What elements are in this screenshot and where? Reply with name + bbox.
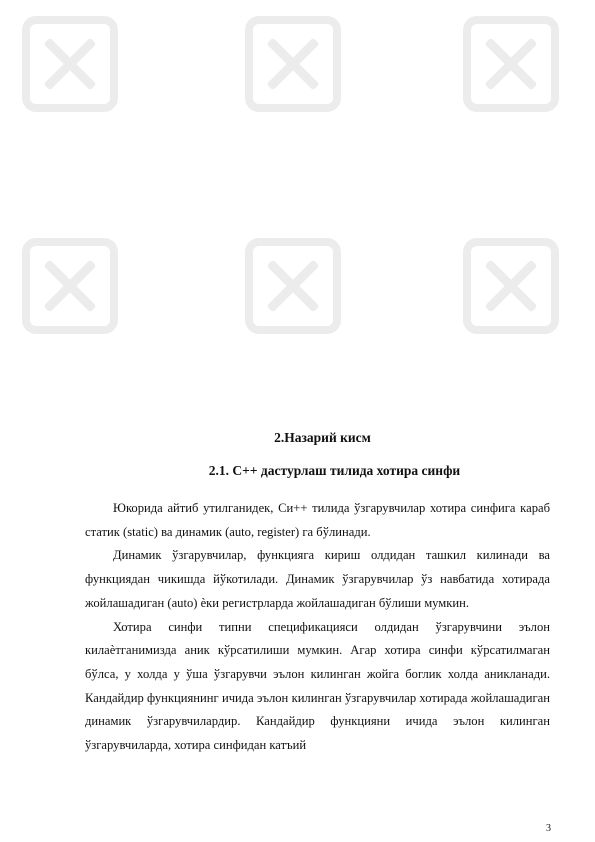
watermark-mark — [245, 238, 341, 334]
paragraph: Юкорида айтиб утилганидек, Си++ тилида ўзгарувчилар хотира синфига караб статик (static) ва динамик (auto, register) га бўлинади. — [85, 501, 550, 539]
watermark-mark — [22, 16, 118, 112]
watermark-mark — [245, 16, 341, 112]
body-text — [85, 497, 550, 758]
subsection-heading: 2.1. C++ дастурлаш тилида хотира синфи — [208, 463, 461, 478]
paragraph: Хотира синфи типни спецификацияси олдидан ўзгарувчини эълон килаѐтганимизда аник кўрсатилиши мумкин. Агар хотира синфи кўрсатилмаган бўлса, у холда у ўша ўзгарувчи эълон килинган жойга боглик холда аникланади. Кандайдир функциянинг ичида эълон килинган ўзгарувчилар хотирада жойлашадиган динамик ўзгарувчилардир. Кандайдир функцияни ичида эълон килинган ўзгарувчиларда, хотира синфидан катъий — [85, 619, 550, 753]
watermark-mark — [463, 16, 559, 112]
watermark-mark — [22, 238, 118, 334]
section-heading: 2.Назарий кисм — [274, 430, 371, 445]
watermark-mark — [463, 238, 559, 334]
paragraph: Динамик ўзгарувчилар, функцияга кириш олдидан ташкил килинади ва функциядан чикишда йўкотилади. Динамик ўзгарувчилар ўз навбатида хотирада жойлашадиган (auto) ѐки регистрларда жойлашадиган бўлиши мумкин. — [85, 548, 550, 610]
page-number: 3 — [546, 823, 551, 834]
